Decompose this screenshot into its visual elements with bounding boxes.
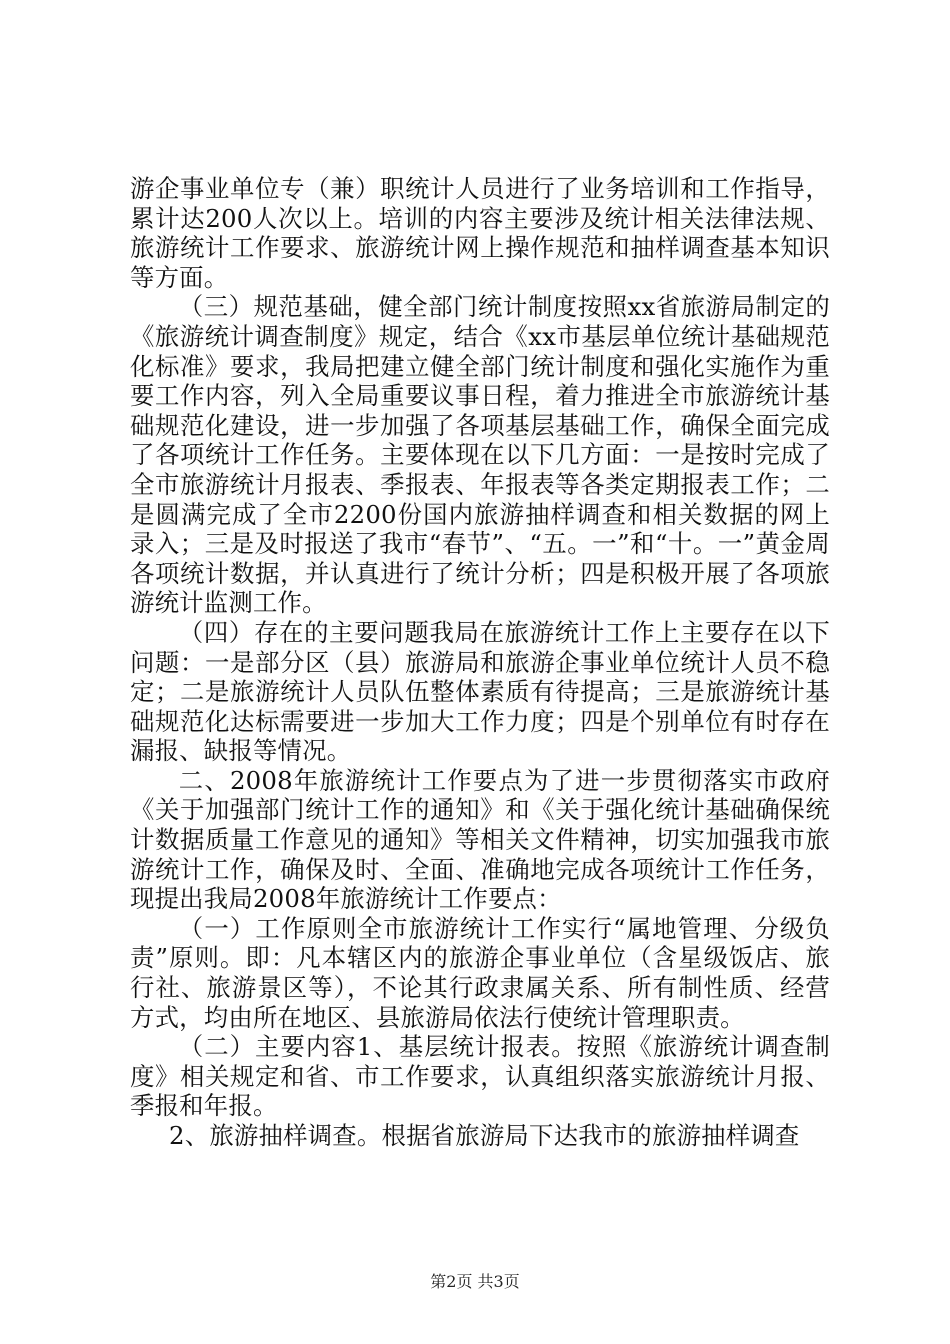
paragraph-part-two-intro: 二、2008年旅游统计工作要点为了进一步贯彻落实市政府《关于加强部门统计工作的通知》和《关于强化统计基础确保统计数据质量工作意见的通知》等相关文件精神，切实加强我市旅游统计工作，确保及时、全面、准确地完成各项统计工作任务，现提出我局2008年旅游统计工作要点： <box>130 765 830 914</box>
paragraph-sampling-survey: 2、旅游抽样调查。根据省旅游局下达我市的旅游抽样调查 <box>169 1121 800 1150</box>
page-footer: 第2页 共3页 <box>430 1272 520 1291</box>
paragraph-principles: （一）工作原则全市旅游统计工作实行“属地管理、分级负责”原则。即：凡本辖区内的旅游企事业单位（含星级饭店、旅行社、旅游景区等），不论其行政隶属关系、所有制性质、经营方式，均由所在地区、县旅游局依法行使统计管理职责。 <box>130 913 830 1032</box>
paragraph-main-content: （二）主要内容1、基层统计报表。按照《旅游统计调查制度》相关规定和省、市工作要求，认真组织落实旅游统计月报、季报和年报。 <box>130 1032 830 1121</box>
document-body <box>130 174 830 1151</box>
paragraph-training-continuation: 游企事业单位专（兼）职统计人员进行了业务培训和工作指导，累计达200人次以上。培训的内容主要涉及统计相关法律法规、旅游统计工作要求、旅游统计网上操作规范和抽样调查基本知识等方面。 <box>130 174 830 292</box>
paragraph-section-three: （三）规范基础，健全部门统计制度按照xx省旅游局制定的《旅游统计调查制度》规定，结合《xx市基层单位统计基础规范化标准》要求，我局把建立健全部门统计制度和强化实施作为重要工作内容，列入全局重要议事日程，着力推进全市旅游统计基础规范化建设，进一步加强了各项基层基础工作，确保全面完成了各项统计工作任务。主要体现在以下几方面：一是按时完成了全市旅游统计月报表、季报表、年报表等各类定期报表工作；二是圆满完成了全市2200份国内旅游抽样调查和相关数据的网上录入；三是及时报送了我市“春节”、“五。一”和“十。一”黄金周各项统计数据，并认真进行了统计分析；四是积极开展了各项旅游统计监测工作。 <box>130 292 830 618</box>
paragraph-section-four: （四）存在的主要问题我局在旅游统计工作上主要存在以下问题：一是部分区（县）旅游局和旅游企事业单位统计人员不稳定；二是旅游统计人员队伍整体素质有待提高；三是旅游统计基础规范化达标需要进一步加大工作力度；四是个别单位有时存在漏报、缺报等情况。 <box>130 617 830 766</box>
